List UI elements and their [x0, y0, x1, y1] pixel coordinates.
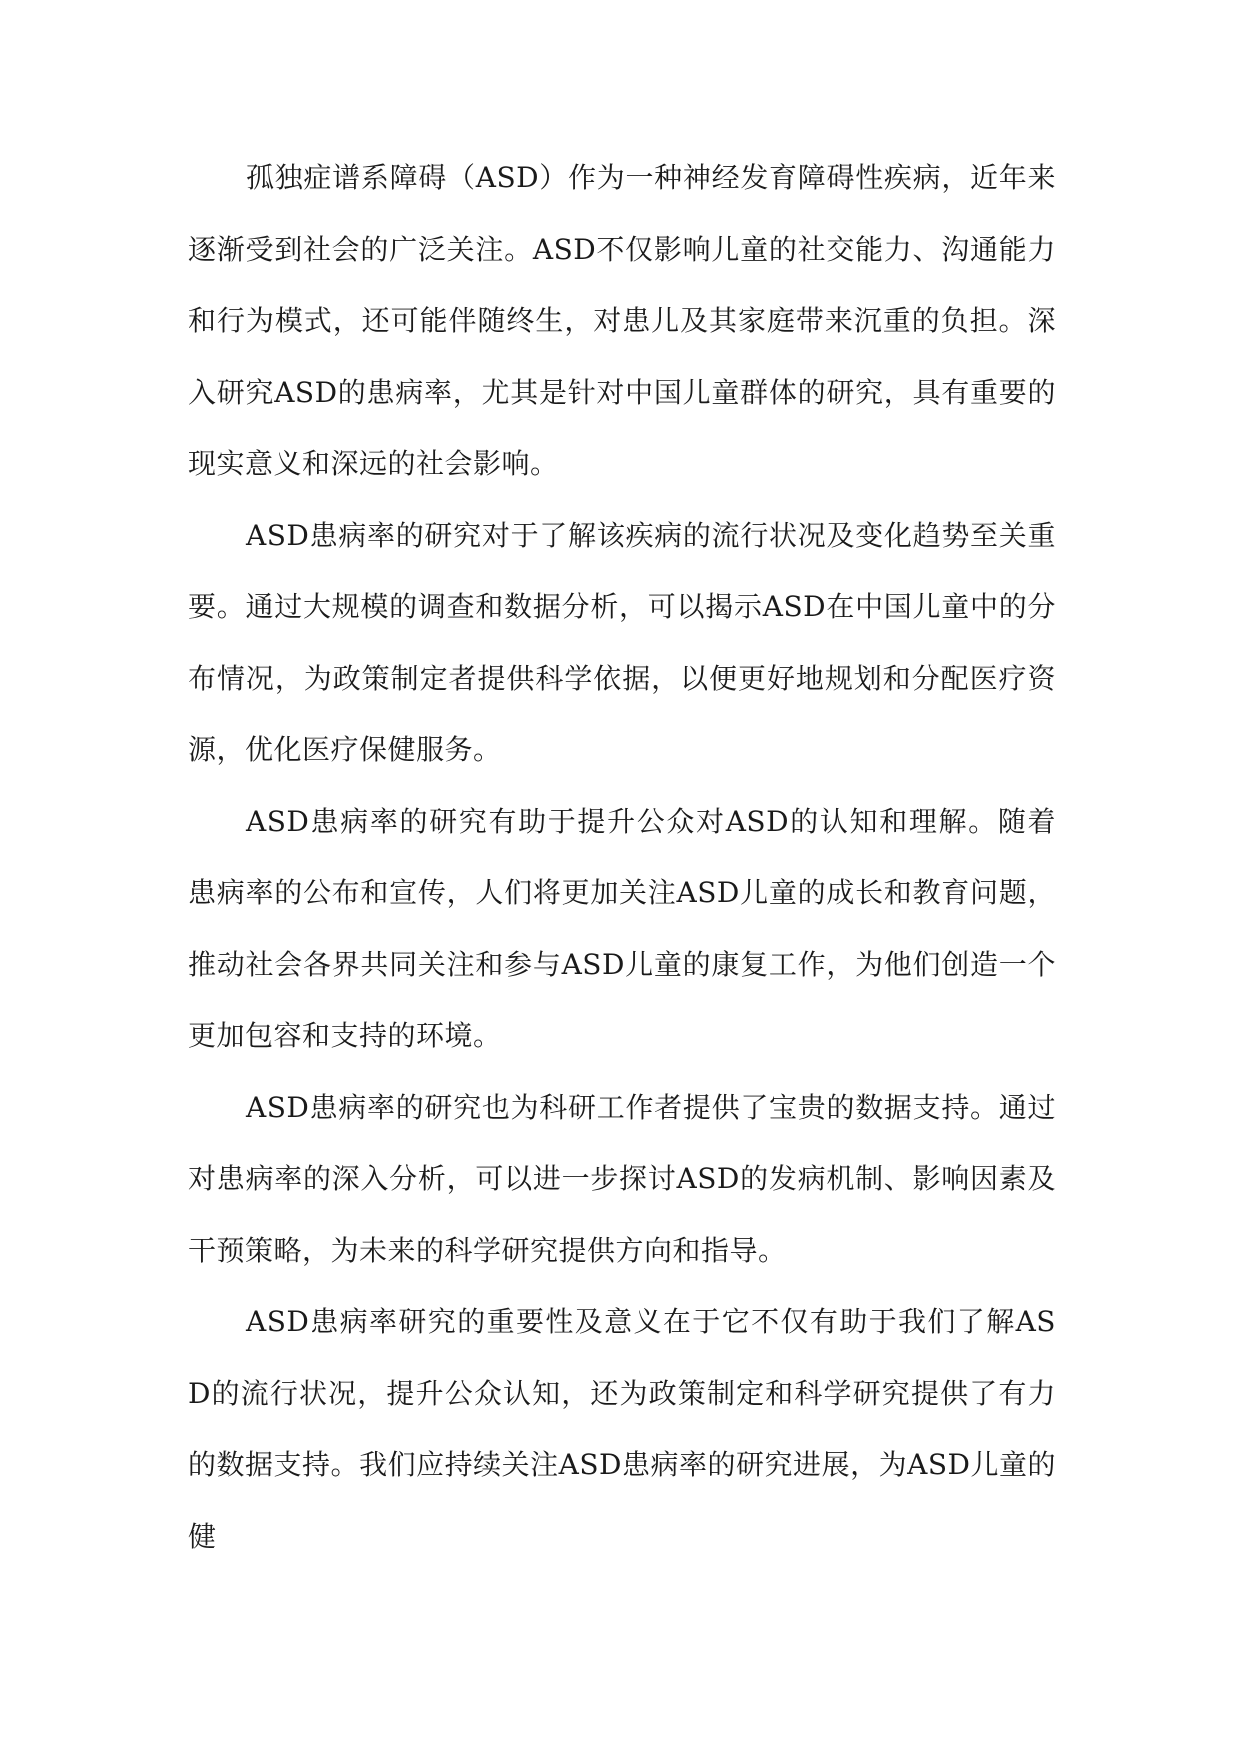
document-body [188, 142, 1056, 1572]
paragraph-4: ASD患病率的研究也为科研工作者提供了宝贵的数据支持。通过对患病率的深入分析，可以进一步探讨ASD的发病机制、影响因素及干预策略，为未来的科学研究提供方向和指导。 [188, 1090, 1056, 1267]
paragraph-5: ASD患病率研究的重要性及意义在于它不仅有助于我们了解ASD的流行状况，提升公众认知，还为政策制定和科学研究提供了有力的数据支持。我们应持续关注ASD患病率的研究进展，为ASD儿童的健 [188, 1305, 1056, 1553]
paragraph-2: ASD患病率的研究对于了解该疾病的流行状况及变化趋势至关重要。通过大规模的调查和数据分析，可以揭示ASD在中国儿童中的分布情况，为政策制定者提供科学依据，以便更好地规划和分配医疗资源，优化医疗保健服务。 [188, 518, 1056, 766]
paragraph-3: ASD患病率的研究有助于提升公众对ASD的认知和理解。随着患病率的公布和宣传，人们将更加关注ASD儿童的成长和教育问题，推动社会各界共同关注和参与ASD儿童的康复工作，为他们创造一个更加包容和支持的环境。 [188, 804, 1056, 1052]
paragraph-1: 孤独症谱系障碍（ASD）作为一种神经发育障碍性疾病，近年来逐渐受到社会的广泛关注。ASD不仅影响儿童的社交能力、沟通能力和行为模式，还可能伴随终生，对患儿及其家庭带来沉重的负担。深入研究ASD的患病率，尤其是针对中国儿童群体的研究，具有重要的现实意义和深远的社会影响。 [188, 161, 1056, 480]
